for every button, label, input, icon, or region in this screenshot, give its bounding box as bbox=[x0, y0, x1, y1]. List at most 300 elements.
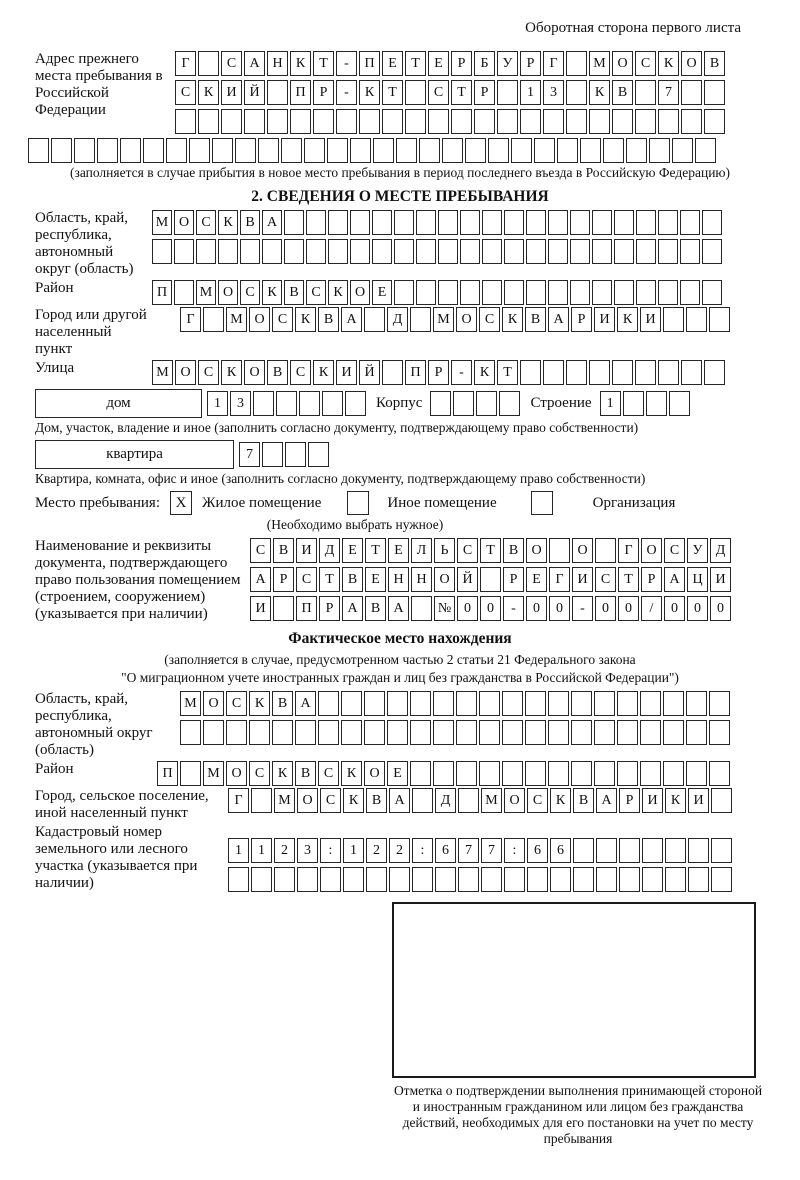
char-cell: 7 bbox=[239, 442, 260, 467]
char-cell bbox=[372, 210, 392, 235]
char-cell bbox=[573, 867, 594, 892]
char-cell bbox=[364, 720, 385, 745]
char-cell bbox=[28, 138, 49, 163]
char-cell: 0 bbox=[549, 596, 570, 621]
char-cell: 3 bbox=[230, 391, 251, 416]
stay-type-option-other: Иное помещение bbox=[387, 494, 497, 511]
char-cell bbox=[672, 138, 693, 163]
char-cell: Р bbox=[619, 788, 640, 813]
char-cell: О bbox=[226, 761, 247, 786]
char-cell bbox=[635, 360, 656, 385]
char-cell bbox=[304, 138, 325, 163]
char-cell bbox=[244, 109, 265, 134]
char-cell bbox=[410, 761, 431, 786]
char-cell bbox=[327, 138, 348, 163]
char-cell: К bbox=[359, 80, 380, 105]
char-cell bbox=[341, 720, 362, 745]
char-cell: С bbox=[272, 307, 293, 332]
stay-type-note: (Необходимо выбрать нужное) bbox=[266, 517, 444, 532]
char-cell: К bbox=[295, 307, 316, 332]
char-cell bbox=[318, 720, 339, 745]
char-cell bbox=[543, 109, 564, 134]
actual-city-label: Город, сельское поселение, иной населенный пункт bbox=[35, 788, 209, 821]
char-cell: 0 bbox=[526, 596, 547, 621]
char-cell bbox=[299, 391, 320, 416]
char-cell: П bbox=[152, 280, 172, 305]
char-cell bbox=[382, 360, 403, 385]
document-rows bbox=[250, 538, 733, 623]
char-cell bbox=[372, 239, 392, 264]
char-cell: К bbox=[249, 691, 270, 716]
char-cell: К bbox=[328, 280, 348, 305]
char-cell: 2 bbox=[274, 838, 295, 863]
char-cell bbox=[619, 838, 640, 863]
char-cell bbox=[658, 360, 679, 385]
korpus-cells bbox=[430, 391, 522, 416]
char-cell: 0 bbox=[480, 596, 501, 621]
char-cell: О bbox=[456, 307, 477, 332]
char-cell: О bbox=[364, 761, 385, 786]
char-cell: А bbox=[295, 691, 316, 716]
prev-address-label: Адрес прежнего места пребывания в Российской Федерации bbox=[35, 51, 163, 118]
char-cell: А bbox=[389, 788, 410, 813]
char-cell bbox=[617, 720, 638, 745]
char-cell bbox=[218, 239, 238, 264]
char-cell: № bbox=[434, 596, 455, 621]
char-cell bbox=[419, 138, 440, 163]
char-cell: Т bbox=[405, 51, 426, 76]
actual-location-note-1: (заполняется в случае, предусмотренном частью 2 статьи 21 Федерального закона bbox=[164, 652, 636, 667]
char-cell bbox=[479, 720, 500, 745]
char-cell bbox=[614, 239, 634, 264]
char-cell bbox=[502, 691, 523, 716]
korpus-label: Корпус bbox=[376, 395, 423, 411]
char-cell bbox=[290, 109, 311, 134]
char-cell bbox=[502, 761, 523, 786]
char-cell bbox=[262, 442, 283, 467]
char-cell bbox=[442, 138, 463, 163]
apartment-cells bbox=[239, 442, 331, 467]
city-label: Город или другой населенный пункт bbox=[35, 307, 147, 357]
char-cell bbox=[571, 761, 592, 786]
char-cell bbox=[364, 691, 385, 716]
char-cell: О bbox=[350, 280, 370, 305]
char-cell bbox=[318, 691, 339, 716]
char-cell bbox=[382, 109, 403, 134]
stay-type-checkbox-organization bbox=[531, 491, 553, 515]
char-cell bbox=[350, 138, 371, 163]
char-cell bbox=[396, 138, 417, 163]
char-cell bbox=[479, 691, 500, 716]
char-cell bbox=[174, 280, 194, 305]
char-cell: Д bbox=[319, 538, 340, 563]
char-cell bbox=[549, 538, 570, 563]
stamp-note: Отметка о подтверждении выполнения принимающей стороной и иностранным гражданином или лицом без гражданства действий, необходимых для его постановки на учет по месту пребывания bbox=[393, 1083, 763, 1146]
char-cell: А bbox=[342, 596, 363, 621]
char-cell bbox=[596, 838, 617, 863]
char-cell: Е bbox=[365, 567, 386, 592]
char-cell: Т bbox=[480, 538, 501, 563]
char-cell: 3 bbox=[543, 80, 564, 105]
char-cell bbox=[253, 391, 274, 416]
char-cell: - bbox=[572, 596, 593, 621]
char-cell: С bbox=[318, 761, 339, 786]
char-cell bbox=[688, 838, 709, 863]
char-cell bbox=[702, 239, 722, 264]
char-cell bbox=[566, 80, 587, 105]
char-cell bbox=[681, 360, 702, 385]
char-cell bbox=[226, 720, 247, 745]
char-cell bbox=[592, 280, 612, 305]
char-cell: В bbox=[342, 567, 363, 592]
char-cell: К bbox=[262, 280, 282, 305]
char-cell bbox=[526, 239, 546, 264]
char-cell bbox=[180, 720, 201, 745]
char-cell: Е bbox=[372, 280, 392, 305]
char-cell: Е bbox=[428, 51, 449, 76]
char-cell bbox=[663, 691, 684, 716]
district-block bbox=[35, 280, 765, 305]
char-cell bbox=[502, 720, 523, 745]
char-cell bbox=[410, 691, 431, 716]
char-cell bbox=[658, 239, 678, 264]
prev-address-rows bbox=[175, 51, 727, 134]
char-cell: 0 bbox=[687, 596, 708, 621]
cadastre-block bbox=[35, 824, 765, 892]
stay-type-checkbox-other bbox=[347, 491, 369, 515]
prev-address-row-1 bbox=[175, 51, 727, 76]
char-cell bbox=[636, 210, 656, 235]
char-cell: Г bbox=[180, 307, 201, 332]
region-row-1 bbox=[152, 210, 724, 235]
char-cell: П bbox=[405, 360, 426, 385]
char-cell bbox=[681, 109, 702, 134]
char-cell bbox=[267, 80, 288, 105]
char-cell bbox=[274, 867, 295, 892]
char-cell bbox=[704, 360, 725, 385]
char-cell: 1 bbox=[600, 391, 621, 416]
char-cell: К bbox=[198, 80, 219, 105]
char-cell: - bbox=[451, 360, 472, 385]
char-cell bbox=[221, 109, 242, 134]
char-cell bbox=[474, 109, 495, 134]
house-line bbox=[35, 389, 765, 418]
char-cell bbox=[180, 761, 201, 786]
char-cell bbox=[642, 838, 663, 863]
char-cell: И bbox=[594, 307, 615, 332]
region-label: Область, край, республика, автономный округ (область) bbox=[35, 210, 134, 277]
char-cell bbox=[488, 138, 509, 163]
stay-type-option-organization: Организация bbox=[592, 494, 676, 511]
char-cell: М bbox=[196, 280, 216, 305]
char-cell: К bbox=[313, 360, 334, 385]
stay-type-checkbox-residential: X bbox=[170, 491, 192, 515]
char-cell: Н bbox=[267, 51, 288, 76]
char-cell bbox=[640, 761, 661, 786]
char-cell bbox=[570, 280, 590, 305]
char-cell bbox=[166, 138, 187, 163]
char-cell bbox=[663, 761, 684, 786]
char-cell bbox=[228, 867, 249, 892]
char-cell: Р bbox=[503, 567, 524, 592]
char-cell: Ь bbox=[434, 538, 455, 563]
char-cell: Р bbox=[520, 51, 541, 76]
char-cell bbox=[570, 239, 590, 264]
stamp-area bbox=[392, 902, 764, 1147]
char-cell bbox=[306, 239, 326, 264]
char-cell bbox=[592, 210, 612, 235]
char-cell bbox=[646, 391, 667, 416]
char-cell bbox=[709, 307, 730, 332]
char-cell bbox=[603, 138, 624, 163]
actual-city-row bbox=[228, 788, 734, 813]
section2-title: 2. СВЕДЕНИЯ О МЕСТЕ ПРЕБЫВАНИЯ bbox=[251, 188, 549, 205]
char-cell: В bbox=[267, 360, 288, 385]
char-cell bbox=[636, 280, 656, 305]
char-cell bbox=[152, 239, 172, 264]
char-cell bbox=[328, 239, 348, 264]
char-cell bbox=[328, 210, 348, 235]
char-cell: Р bbox=[571, 307, 592, 332]
char-cell bbox=[571, 691, 592, 716]
char-cell bbox=[411, 596, 432, 621]
stay-type-row bbox=[35, 491, 765, 515]
char-cell: 6 bbox=[550, 838, 571, 863]
char-cell: О bbox=[244, 360, 265, 385]
char-cell bbox=[626, 138, 647, 163]
char-cell bbox=[526, 210, 546, 235]
char-cell bbox=[453, 391, 474, 416]
char-cell: Е bbox=[382, 51, 403, 76]
char-cell bbox=[617, 761, 638, 786]
char-cell: К bbox=[290, 51, 311, 76]
char-cell: С bbox=[198, 360, 219, 385]
char-cell: С bbox=[250, 538, 271, 563]
char-cell bbox=[658, 109, 679, 134]
char-cell: К bbox=[474, 360, 495, 385]
char-cell: О bbox=[681, 51, 702, 76]
char-cell bbox=[640, 691, 661, 716]
char-cell bbox=[343, 867, 364, 892]
char-cell bbox=[525, 761, 546, 786]
char-cell bbox=[284, 210, 304, 235]
char-cell bbox=[284, 239, 304, 264]
char-cell bbox=[526, 280, 546, 305]
char-cell bbox=[51, 138, 72, 163]
char-cell: С bbox=[196, 210, 216, 235]
char-cell: : bbox=[412, 838, 433, 863]
char-cell: В bbox=[704, 51, 725, 76]
char-cell bbox=[267, 109, 288, 134]
actual-region-row-1 bbox=[180, 691, 732, 716]
char-cell: Р bbox=[313, 80, 334, 105]
char-cell bbox=[592, 239, 612, 264]
char-cell: М bbox=[152, 210, 172, 235]
char-cell: Д bbox=[435, 788, 456, 813]
char-cell: Г bbox=[228, 788, 249, 813]
char-cell: Р bbox=[474, 80, 495, 105]
char-cell bbox=[143, 138, 164, 163]
char-cell bbox=[594, 691, 615, 716]
char-cell: В bbox=[366, 788, 387, 813]
char-cell bbox=[120, 138, 141, 163]
char-cell bbox=[580, 138, 601, 163]
char-cell bbox=[686, 761, 707, 786]
char-cell bbox=[438, 239, 458, 264]
street-label: Улица bbox=[35, 360, 75, 376]
char-cell bbox=[258, 138, 279, 163]
char-cell bbox=[665, 867, 686, 892]
char-cell bbox=[534, 138, 555, 163]
char-cell bbox=[433, 720, 454, 745]
char-cell: 1 bbox=[520, 80, 541, 105]
char-cell: К bbox=[589, 80, 610, 105]
actual-district-block bbox=[35, 761, 765, 786]
char-cell: : bbox=[320, 838, 341, 863]
char-cell bbox=[504, 280, 524, 305]
char-cell: И bbox=[296, 538, 317, 563]
char-cell bbox=[658, 210, 678, 235]
char-cell bbox=[681, 80, 702, 105]
char-cell bbox=[175, 109, 196, 134]
char-cell bbox=[341, 691, 362, 716]
char-cell bbox=[557, 138, 578, 163]
char-cell: С bbox=[290, 360, 311, 385]
char-cell: С bbox=[226, 691, 247, 716]
char-cell: 1 bbox=[251, 838, 272, 863]
char-cell: М bbox=[180, 691, 201, 716]
char-cell bbox=[297, 867, 318, 892]
actual-city-block bbox=[35, 788, 765, 822]
char-cell: М bbox=[274, 788, 295, 813]
char-cell bbox=[711, 867, 732, 892]
char-cell: С bbox=[479, 307, 500, 332]
char-cell: В bbox=[503, 538, 524, 563]
char-cell bbox=[612, 109, 633, 134]
char-cell: М bbox=[203, 761, 224, 786]
char-cell bbox=[665, 838, 686, 863]
char-cell: 0 bbox=[710, 596, 731, 621]
document-row-1 bbox=[250, 538, 733, 563]
char-cell: В bbox=[318, 307, 339, 332]
char-cell: Т bbox=[382, 80, 403, 105]
actual-location-note-2: "О миграционном учете иностранных граждан и лиц без гражданства в Российской Федерации") bbox=[121, 670, 679, 685]
char-cell: М bbox=[589, 51, 610, 76]
char-cell: О bbox=[612, 51, 633, 76]
char-cell bbox=[695, 138, 716, 163]
char-cell bbox=[313, 109, 334, 134]
char-cell: Р bbox=[641, 567, 662, 592]
char-cell: А bbox=[596, 788, 617, 813]
house-box: дом bbox=[35, 389, 202, 418]
char-cell: В bbox=[365, 596, 386, 621]
char-cell: Т bbox=[451, 80, 472, 105]
char-cell bbox=[680, 280, 700, 305]
cadastre-label: Кадастровый номер земельного или лесного участка (указывается при наличии) bbox=[35, 824, 198, 891]
char-cell bbox=[527, 867, 548, 892]
char-cell bbox=[680, 239, 700, 264]
char-cell bbox=[465, 138, 486, 163]
cadastre-row-1 bbox=[228, 838, 734, 863]
char-cell: Ц bbox=[687, 567, 708, 592]
char-cell: Т bbox=[365, 538, 386, 563]
char-cell: Г bbox=[175, 51, 196, 76]
char-cell: 0 bbox=[664, 596, 685, 621]
char-cell: О bbox=[641, 538, 662, 563]
char-cell bbox=[548, 210, 568, 235]
char-cell: К bbox=[218, 210, 238, 235]
char-cell bbox=[456, 761, 477, 786]
char-cell bbox=[212, 138, 233, 163]
apartment-note: Квартира, комната, офис и иное (заполнить согласно документу, подтверждающему право собственности) bbox=[35, 471, 646, 486]
actual-region-row-2 bbox=[180, 720, 732, 745]
char-cell: У bbox=[497, 51, 518, 76]
char-cell bbox=[410, 307, 431, 332]
char-cell bbox=[548, 239, 568, 264]
char-cell bbox=[405, 80, 426, 105]
char-cell bbox=[295, 720, 316, 745]
char-cell bbox=[570, 210, 590, 235]
char-cell: М bbox=[433, 307, 454, 332]
char-cell: - bbox=[503, 596, 524, 621]
char-cell: С bbox=[635, 51, 656, 76]
char-cell: В bbox=[272, 691, 293, 716]
char-cell: С bbox=[296, 567, 317, 592]
char-cell: С bbox=[240, 280, 260, 305]
district-row bbox=[152, 280, 724, 305]
char-cell bbox=[711, 788, 732, 813]
stay-type-option-residential: Жилое помещение bbox=[202, 494, 322, 511]
char-cell bbox=[460, 210, 480, 235]
document-row-2 bbox=[250, 567, 733, 592]
char-cell bbox=[520, 109, 541, 134]
char-cell: А bbox=[548, 307, 569, 332]
char-cell bbox=[276, 391, 297, 416]
char-cell bbox=[308, 442, 329, 467]
char-cell bbox=[389, 867, 410, 892]
char-cell bbox=[203, 720, 224, 745]
char-cell bbox=[636, 239, 656, 264]
char-cell: Е bbox=[342, 538, 363, 563]
backside-note: Оборотная сторона первого листа bbox=[525, 20, 741, 36]
actual-district-label: Район bbox=[35, 761, 74, 777]
char-cell bbox=[394, 239, 414, 264]
char-cell bbox=[709, 691, 730, 716]
char-cell: / bbox=[641, 596, 662, 621]
char-cell bbox=[476, 391, 497, 416]
char-cell: 7 bbox=[458, 838, 479, 863]
char-cell bbox=[482, 210, 502, 235]
char-cell bbox=[285, 442, 306, 467]
char-cell bbox=[571, 720, 592, 745]
region-row-2 bbox=[152, 239, 724, 264]
char-cell: К bbox=[343, 788, 364, 813]
char-cell bbox=[548, 761, 569, 786]
char-cell bbox=[480, 567, 501, 592]
stay-type-label: Место пребывания: bbox=[35, 494, 160, 511]
char-cell bbox=[433, 761, 454, 786]
char-cell bbox=[504, 210, 524, 235]
char-cell bbox=[711, 838, 732, 863]
char-cell bbox=[322, 391, 343, 416]
char-cell: - bbox=[336, 80, 357, 105]
char-cell bbox=[387, 720, 408, 745]
char-cell bbox=[410, 720, 431, 745]
char-cell bbox=[451, 109, 472, 134]
char-cell bbox=[686, 691, 707, 716]
char-cell bbox=[686, 307, 707, 332]
char-cell bbox=[663, 720, 684, 745]
